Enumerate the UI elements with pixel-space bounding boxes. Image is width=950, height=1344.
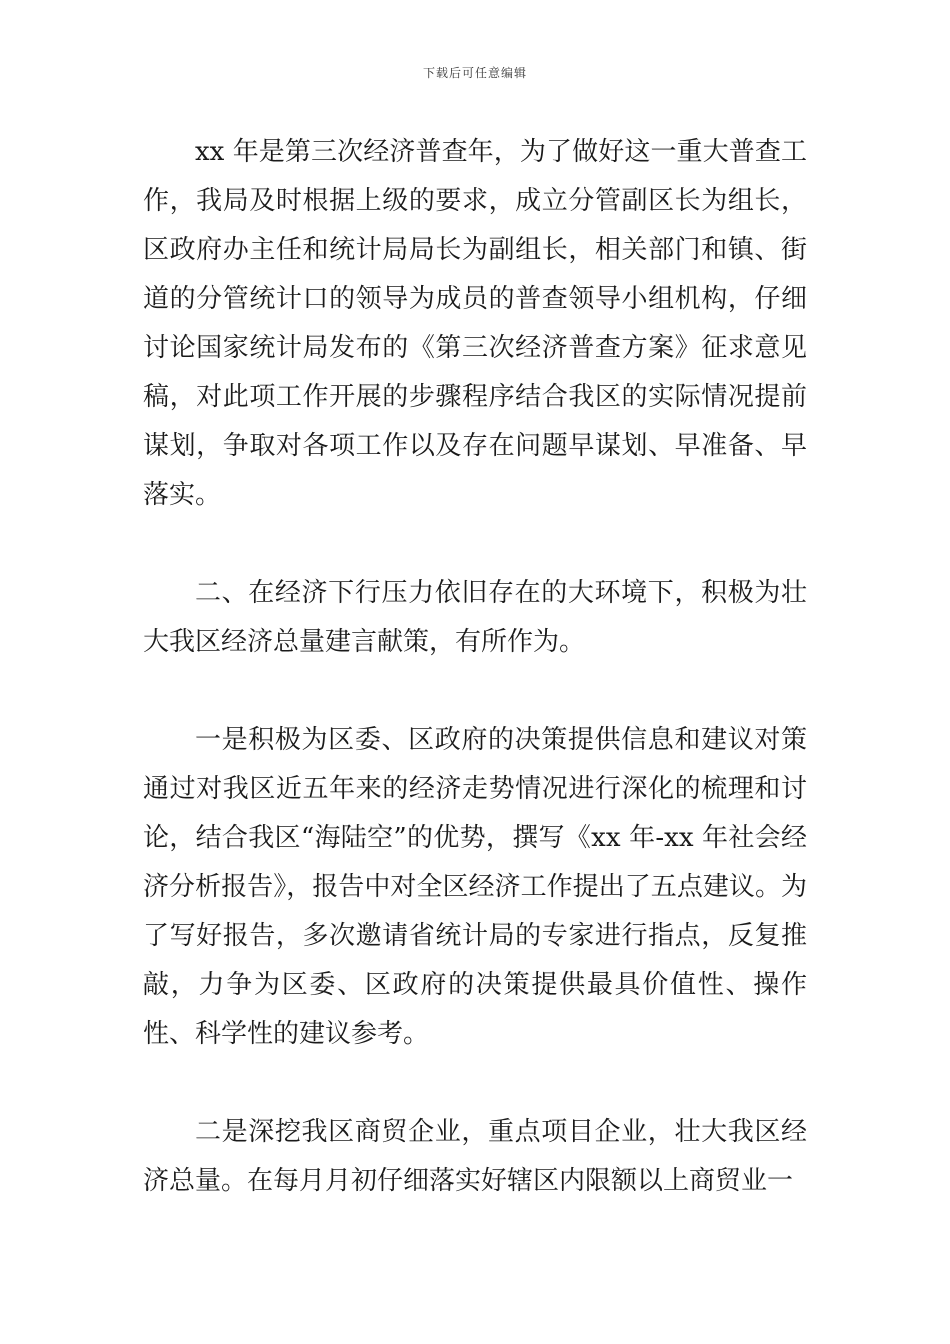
paragraph-census-work: xx 年是第三次经济普查年，为了做好这一重大普查工作，我局及时根据上级的要求，成立分管副区长为组长，区政府办主任和统计局局长为副组长，相关部门和镇、街道的分管统计口的领导为成员的普查领导小组机构，仔细讨论国家统计局发布的《第三次经济普查方案》征求意见稿，对此项工作开展的步骤程序结合我区的实际情况提前谋划，争取对各项工作以及存在问题早谋划、早准备、早落实。 <box>143 137 807 510</box>
paragraph-commerce-enterprises: 二是深挖我区商贸企业，重点项目企业，壮大我区经济总量。在每月月初仔细落实好辖区内限额以上商贸业一 <box>143 1117 807 1196</box>
paragraph-spacer <box>143 667 807 716</box>
paragraph-decision-support: 一是积极为区委、区政府的决策提供信息和建议对策通过对我区近五年来的经济走势情况进行深化的梳理和讨论，结合我区“海陆空”的优势，撰写《xx 年-xx 年社会经济分析报告》，报告中对全区经济工作提出了五点建议。为了写好报告，多次邀请省统计局的专家进行指点，反复推敲，力争为区委、区政府的决策提供最具价值性、操作性、科学性的建议参考。 <box>143 725 807 1049</box>
page-header-note: 下载后可任意编辑 <box>422 66 527 80</box>
paragraph-section-two-heading: 二、在经济下行压力依旧存在的大环境下，积极为壮大我区经济总量建言献策，有所作为。 <box>143 578 807 657</box>
document-body <box>143 128 807 1206</box>
paragraph-spacer <box>143 520 807 569</box>
paragraph-spacer <box>143 1059 807 1108</box>
